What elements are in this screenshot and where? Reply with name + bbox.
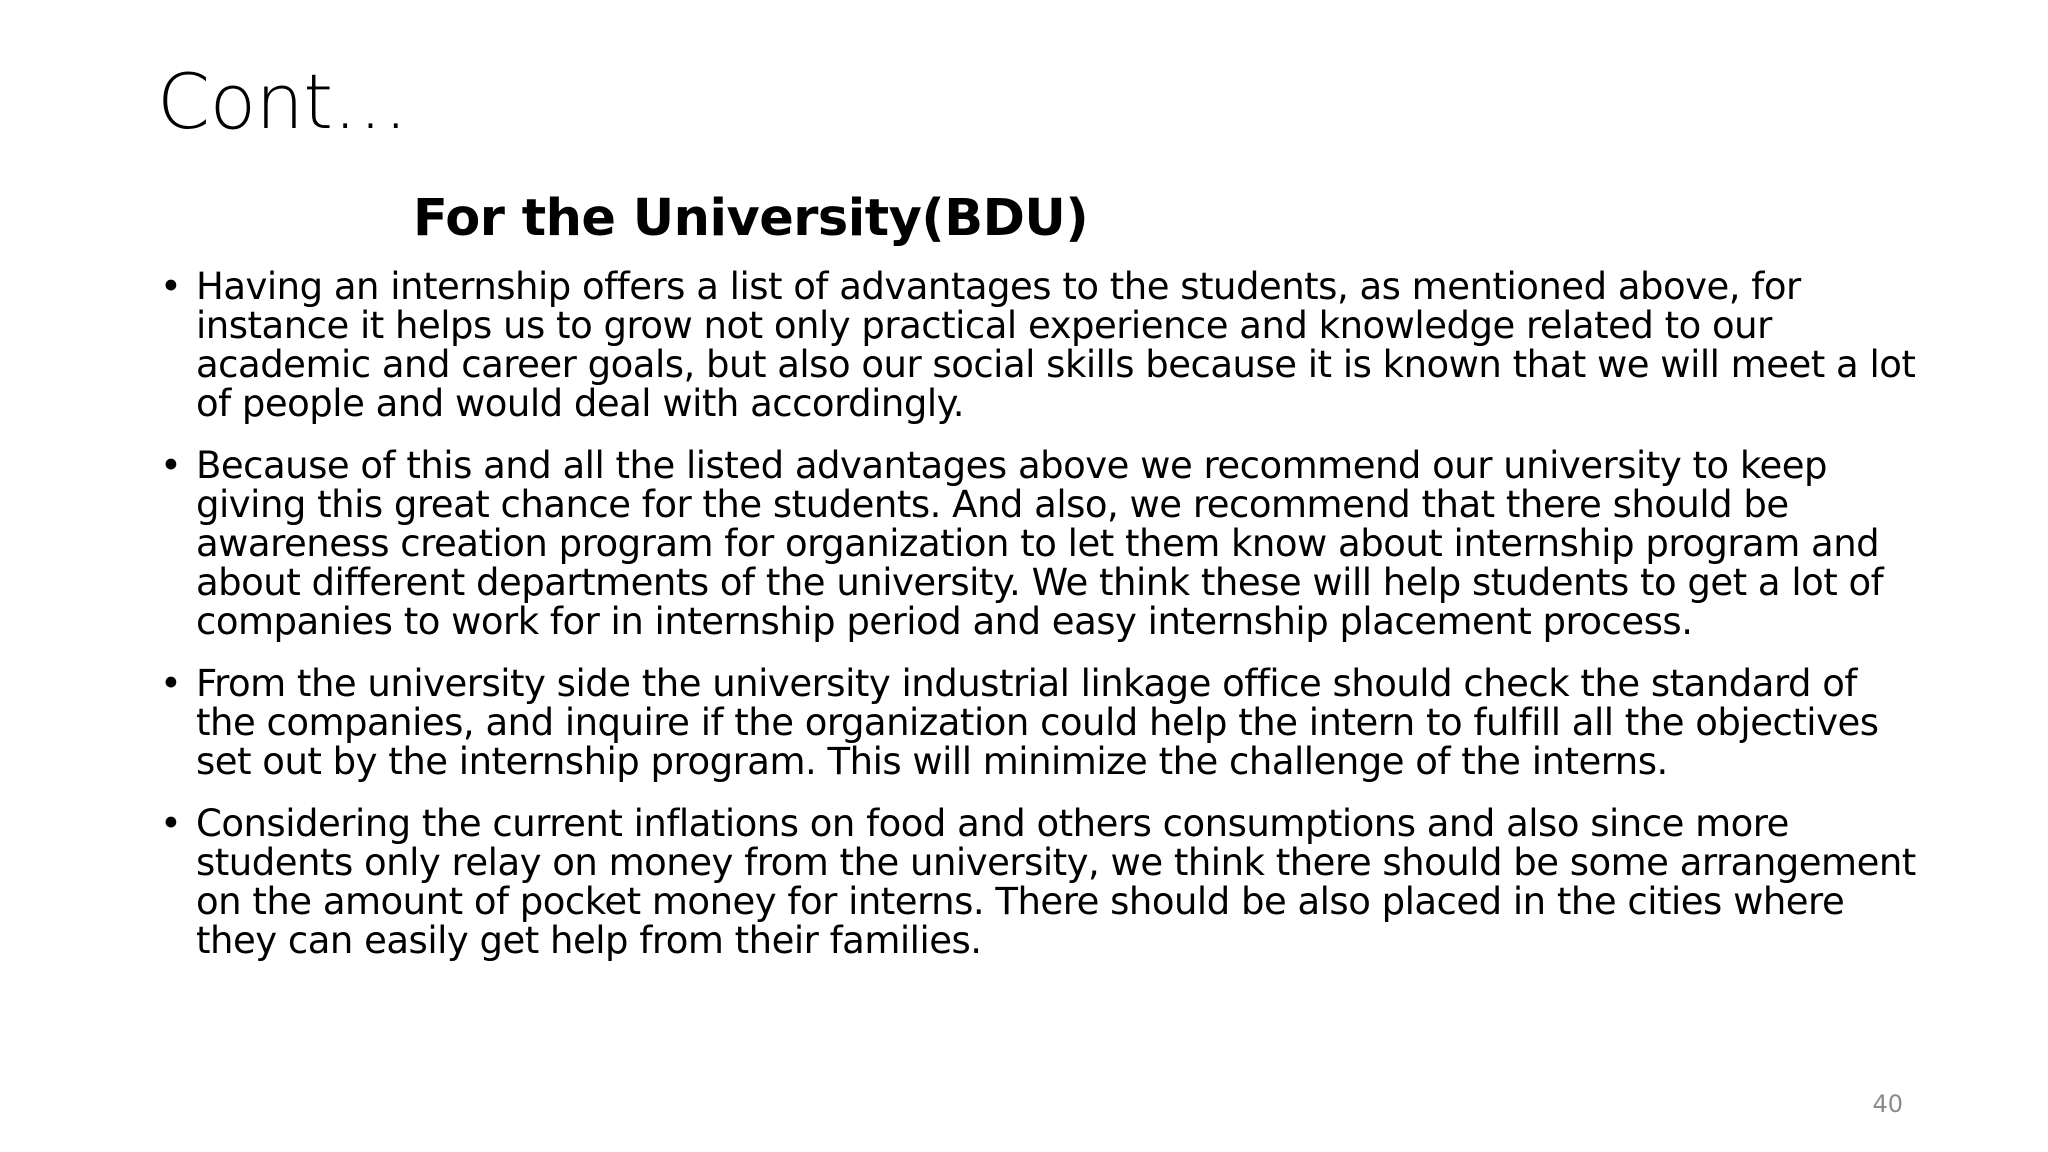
slide-subtitle: For the University(BDU) (413, 189, 1089, 248)
slide-title: Cont… (157, 57, 409, 146)
bullet-icon: • (160, 265, 182, 308)
bullet-text: From the university side the university industrial linkage office should check the standard of the companies, and inquire if the organization could help the intern to fulfill all the objectives set out by the internship program. This will minimize the challenge of the interns. (196, 662, 1879, 783)
bullet-item (160, 446, 1920, 641)
bullet-icon: • (160, 444, 182, 487)
bullet-item (160, 804, 1920, 960)
bullet-text: Considering the current inflations on food and others consumptions and also since more students only relay on money from the university, we think there should be some arrangement on the amount of pocket money for interns. There should be also placed in the cities where they can easily get help from their families. (196, 802, 1916, 962)
bullet-text: Because of this and all the listed advantages above we recommend our university to keep giving this great chance for the students. And also, we recommend that there should be awareness creation program for organization to let them know about internship program and about different departments of the university. We think these will help students to get a lot of companies to work for in internship period and easy internship placement process. (196, 444, 1884, 643)
bullet-list (160, 267, 1920, 960)
bullet-item (160, 267, 1920, 423)
bullet-item (160, 664, 1920, 781)
bullet-icon: • (160, 802, 182, 845)
bullet-icon: • (160, 662, 182, 705)
page-number: 40 (1872, 1090, 1903, 1118)
bullet-text: Having an internship offers a list of advantages to the students, as mentioned above, for instance it helps us to grow not only practical experience and knowledge related to our academic and career goals, but also our social skills because it is known that we will meet a lot of people and would deal with accordingly. (196, 265, 1916, 425)
